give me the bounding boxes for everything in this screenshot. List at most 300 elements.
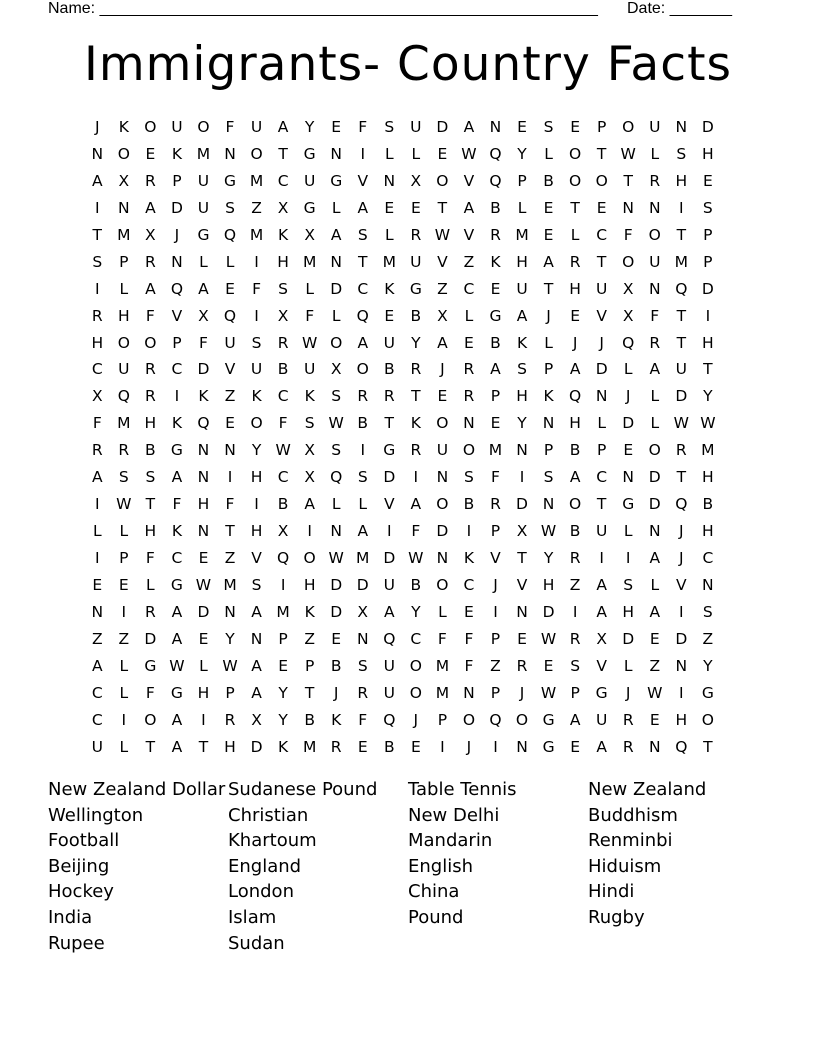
grid-letter: F xyxy=(145,683,155,702)
grid-letter: R xyxy=(224,710,236,729)
grid-letter: U xyxy=(436,441,449,460)
grid-letter: L xyxy=(650,575,660,594)
grid-letter: K xyxy=(304,387,315,406)
word-list-item: Rupee xyxy=(48,932,105,954)
grid-letter: L xyxy=(199,252,208,271)
grid-letter: B xyxy=(145,441,156,460)
grid-letter: H xyxy=(250,522,263,541)
grid-letter: R xyxy=(569,549,581,567)
grid-letter: A xyxy=(251,656,262,675)
grid-letter: A xyxy=(649,602,661,621)
grid-letter: Q xyxy=(223,306,237,325)
grid-letter: N xyxy=(622,198,635,217)
grid-letter: S xyxy=(702,198,713,217)
grid-letter: H xyxy=(91,333,104,352)
grid-letter: U xyxy=(516,279,528,298)
grid-letter: C xyxy=(596,225,608,244)
grid-letter: N xyxy=(648,522,661,541)
grid-letter: Q xyxy=(569,387,582,406)
grid-letter: E xyxy=(198,629,209,648)
grid-letter: S xyxy=(145,468,156,487)
grid-letter: R xyxy=(91,441,103,460)
grid-letter: I xyxy=(493,602,498,621)
grid-letter: N xyxy=(250,629,263,648)
grid-letter: Y xyxy=(517,144,527,163)
grid-letter: A xyxy=(171,710,183,729)
grid-letter: O xyxy=(462,441,476,460)
grid-letter: G xyxy=(197,225,210,244)
grid-letter: H xyxy=(622,602,635,621)
grid-letter: I xyxy=(280,575,286,594)
grid-letter: W xyxy=(195,575,212,594)
grid-letter: H xyxy=(675,710,688,729)
grid-letter: W xyxy=(169,656,185,675)
grid-letter: E xyxy=(543,225,554,244)
grid-letter: E xyxy=(384,198,395,217)
grid-letter: R xyxy=(490,225,501,244)
grid-letter: E xyxy=(517,118,527,136)
grid-letter: S xyxy=(357,656,368,675)
grid-letter: K xyxy=(516,333,528,352)
grid-letter: G xyxy=(409,279,422,298)
grid-letter: N xyxy=(542,495,555,514)
grid-letter: A xyxy=(463,118,475,136)
grid-letter: H xyxy=(277,252,289,271)
grid-letter: W xyxy=(540,683,557,702)
grid-letter: T xyxy=(596,252,607,271)
grid-letter: T xyxy=(676,333,687,352)
grid-letter: B xyxy=(277,360,289,379)
grid-letter: U xyxy=(595,279,608,298)
grid-letter: W xyxy=(540,522,557,541)
grid-letter: A xyxy=(91,468,103,487)
grid-letter: S xyxy=(464,468,474,487)
grid-letter: C xyxy=(463,575,475,594)
grid-letter: U xyxy=(91,737,103,756)
grid-letter: S xyxy=(331,387,342,406)
grid-letter: A xyxy=(596,737,607,756)
grid-letter: J xyxy=(679,549,684,567)
grid-letter: A xyxy=(569,468,581,487)
grid-letter: S xyxy=(92,252,103,271)
grid-letter: S xyxy=(251,575,262,594)
grid-letter: G xyxy=(303,144,316,163)
grid-letter: D xyxy=(144,629,157,648)
grid-letter: A xyxy=(516,306,528,325)
grid-letter: L xyxy=(119,737,129,756)
grid-letter: X xyxy=(410,171,422,190)
grid-letter: N xyxy=(463,683,475,702)
grid-letter: L xyxy=(384,144,394,163)
word-list-item: Rugby xyxy=(588,906,645,928)
grid-letter: K xyxy=(278,737,289,756)
grid-letter: J xyxy=(94,118,100,136)
grid-letter: R xyxy=(569,252,581,271)
grid-letter: T xyxy=(384,414,395,433)
grid-letter: Z xyxy=(304,629,315,648)
grid-letter: R xyxy=(675,441,687,460)
grid-letter: P xyxy=(543,441,554,460)
word-list-item: Mandarin xyxy=(408,830,493,852)
grid-letter: T xyxy=(703,737,713,756)
grid-letter: P xyxy=(490,683,501,702)
grid-letter: Z xyxy=(91,629,103,648)
grid-letter: M xyxy=(515,225,529,244)
grid-row xyxy=(84,599,721,626)
grid-letter: N xyxy=(648,198,661,217)
grid-letter: N xyxy=(622,468,635,487)
grid-letter: K xyxy=(490,252,501,271)
grid-letter: H xyxy=(516,387,528,406)
grid-letter: I xyxy=(387,522,392,541)
grid-letter: T xyxy=(304,683,315,702)
grid-letter: B xyxy=(383,737,395,756)
grid-letter: L xyxy=(623,522,633,541)
grid-letter: T xyxy=(145,737,156,756)
grid-letter: O xyxy=(144,118,157,136)
grid-letter: X xyxy=(251,710,262,729)
grid-letter: V xyxy=(676,575,687,594)
grid-letter: C xyxy=(91,710,103,729)
grid-letter: E xyxy=(543,656,554,675)
grid-letter: L xyxy=(331,198,341,217)
grid-letter: V xyxy=(463,171,475,190)
grid-letter: H xyxy=(197,495,210,514)
grid-letter: W xyxy=(275,441,291,460)
grid-letter: V xyxy=(490,549,501,567)
grid-letter: X xyxy=(277,198,289,217)
grid-letter: V xyxy=(516,575,528,594)
grid-letter: N xyxy=(542,414,555,433)
grid-letter: Y xyxy=(411,333,421,352)
grid-letter: L xyxy=(199,656,208,675)
grid-letter: I xyxy=(679,602,684,621)
grid-letter: M xyxy=(382,252,396,271)
grid-letter: J xyxy=(493,575,498,594)
grid-letter: Q xyxy=(489,144,502,163)
grid-letter: N xyxy=(330,522,342,541)
grid-letter: L xyxy=(92,522,102,541)
grid-letter: D xyxy=(330,279,343,298)
grid-letter: K xyxy=(543,387,554,406)
grid-letter: S xyxy=(357,225,368,244)
grid-letter: N xyxy=(648,279,661,298)
grid-letter: E xyxy=(437,144,448,163)
grid-letter: A xyxy=(171,602,183,621)
grid-letter: A xyxy=(357,522,369,541)
grid-letter: E xyxy=(331,118,342,136)
grid-letter: H xyxy=(702,468,714,487)
grid-row xyxy=(84,168,721,195)
grid-letter: E xyxy=(384,306,395,325)
grid-letter: L xyxy=(597,414,606,433)
grid-letter: Y xyxy=(517,414,527,433)
grid-letter: O xyxy=(117,144,130,163)
grid-letter: C xyxy=(277,171,289,190)
grid-letter: D xyxy=(383,549,396,567)
grid-letter: H xyxy=(702,144,714,163)
grid-letter: W xyxy=(222,656,238,675)
grid-letter: I xyxy=(440,737,445,756)
grid-letter: E xyxy=(410,198,421,217)
word-list-item: Hindi xyxy=(588,881,635,903)
word-list-item: English xyxy=(408,855,473,877)
grid-letter: D xyxy=(516,495,528,514)
grid-row xyxy=(84,195,721,222)
grid-letter: W xyxy=(700,414,716,433)
grid-letter: N xyxy=(463,414,475,433)
grid-letter: I xyxy=(360,144,366,163)
grid-letter: R xyxy=(277,333,289,352)
grid-letter: W xyxy=(408,549,424,567)
grid-letter: K xyxy=(171,414,182,433)
grid-letter: U xyxy=(383,575,395,594)
grid-letter: L xyxy=(146,575,155,594)
grid-letter: U xyxy=(383,333,395,352)
grid-letter: M xyxy=(302,737,317,756)
grid-letter: I xyxy=(94,495,100,514)
grid-letter: E xyxy=(464,602,474,621)
grid-letter: G xyxy=(303,198,316,217)
grid-letter: K xyxy=(198,387,209,406)
grid-letter: P xyxy=(172,333,182,352)
grid-letter: Z xyxy=(224,387,236,406)
grid-letter: N xyxy=(224,602,236,621)
grid-letter: D xyxy=(330,575,343,594)
word-list-item: Hockey xyxy=(48,881,114,903)
grid-letter: Y xyxy=(251,441,262,460)
grid-letter: Y xyxy=(304,118,315,136)
word-search-grid xyxy=(84,114,721,761)
grid-letter: Q xyxy=(356,306,369,325)
grid-letter: T xyxy=(358,252,368,271)
grid-letter: D xyxy=(542,602,555,621)
grid-letter: F xyxy=(464,656,474,675)
grid-letter: E xyxy=(198,549,209,567)
grid-letter: U xyxy=(649,252,661,271)
grid-letter: D xyxy=(250,737,263,756)
grid-letter: D xyxy=(622,629,635,648)
grid-letter: N xyxy=(436,468,449,487)
grid-letter: F xyxy=(252,279,262,298)
grid-letter: Z xyxy=(437,279,448,298)
grid-letter: F xyxy=(199,333,208,352)
grid-letter: S xyxy=(623,575,634,594)
grid-letter: N xyxy=(383,171,396,190)
grid-letter: Z xyxy=(251,198,262,217)
grid-letter: R xyxy=(649,171,661,190)
grid-letter: E xyxy=(596,198,607,217)
grid-letter: V xyxy=(171,306,183,325)
grid-letter: Z xyxy=(463,252,475,271)
grid-letter: N xyxy=(330,144,342,163)
grid-letter: R xyxy=(357,387,369,406)
word-list-item: Sudan xyxy=(228,932,285,954)
grid-letter: U xyxy=(595,522,608,541)
word-list-item: New Delhi xyxy=(408,804,500,826)
grid-letter: R xyxy=(490,495,501,514)
grid-letter: K xyxy=(171,144,182,163)
grid-letter: G xyxy=(489,306,502,325)
grid-letter: M xyxy=(117,225,131,244)
grid-letter: O xyxy=(144,333,157,352)
grid-letter: A xyxy=(145,279,156,298)
grid-letter: E xyxy=(517,629,527,648)
grid-letter: T xyxy=(570,198,580,217)
word-list-item: Renminbi xyxy=(588,830,673,852)
grid-letter: D xyxy=(330,602,343,621)
grid-letter: O xyxy=(648,441,661,460)
grid-letter: D xyxy=(436,118,449,136)
grid-letter: H xyxy=(516,252,528,271)
grid-letter: D xyxy=(648,468,661,487)
grid-letter: X xyxy=(330,360,342,379)
grid-row xyxy=(84,356,721,383)
grid-letter: P xyxy=(703,252,713,271)
grid-letter: H xyxy=(542,575,555,594)
grid-letter: T xyxy=(145,495,156,514)
grid-letter: H xyxy=(117,306,130,325)
grid-letter: H xyxy=(702,522,714,541)
grid-letter: G xyxy=(622,495,635,514)
grid-letter: J xyxy=(174,225,180,244)
grid-row xyxy=(84,383,721,410)
grid-letter: A xyxy=(91,171,103,190)
grid-letter: Y xyxy=(703,387,713,406)
grid-letter: Q xyxy=(383,710,396,729)
grid-letter: A xyxy=(171,737,183,756)
grid-letter: Q xyxy=(330,468,343,487)
grid-letter: L xyxy=(331,495,341,514)
grid-letter: A xyxy=(91,656,103,675)
grid-letter: A xyxy=(649,360,661,379)
grid-letter: O xyxy=(436,575,449,594)
grid-letter: X xyxy=(198,306,209,325)
grid-letter: T xyxy=(623,171,633,190)
grid-letter: N xyxy=(118,198,130,217)
grid-letter: A xyxy=(463,198,475,217)
grid-row xyxy=(84,734,721,761)
grid-letter: K xyxy=(278,225,289,244)
grid-letter: U xyxy=(595,710,608,729)
word-list-item: Beijing xyxy=(48,855,110,877)
grid-letter: B xyxy=(490,198,501,217)
grid-letter: S xyxy=(702,602,713,621)
grid-letter: A xyxy=(251,602,262,621)
grid-row xyxy=(84,707,721,734)
grid-letter: L xyxy=(544,333,553,352)
grid-letter: V xyxy=(357,171,369,190)
grid-letter: P xyxy=(570,683,580,702)
grid-letter: D xyxy=(595,360,608,379)
grid-letter: O xyxy=(462,710,476,729)
grid-letter: D xyxy=(675,387,688,406)
grid-letter: E xyxy=(410,737,421,756)
grid-letter: R xyxy=(410,360,422,379)
grid-letter: T xyxy=(225,522,235,541)
grid-letter: G xyxy=(542,737,555,756)
grid-letter: X xyxy=(304,441,315,460)
grid-letter: P xyxy=(437,710,448,729)
grid-letter: W xyxy=(647,683,663,702)
grid-letter: P xyxy=(490,629,501,648)
grid-letter: J xyxy=(599,333,604,352)
word-list-item: Khartoum xyxy=(228,830,317,852)
grid-letter: V xyxy=(383,495,395,514)
grid-letter: E xyxy=(490,279,501,298)
grid-letter: L xyxy=(411,144,421,163)
grid-letter: E xyxy=(570,306,581,325)
word-list-item: Football xyxy=(48,830,120,852)
grid-letter: I xyxy=(227,468,233,487)
grid-letter: M xyxy=(276,602,290,621)
grid-letter: X xyxy=(622,306,634,325)
grid-letter: P xyxy=(304,656,315,675)
grid-letter: S xyxy=(304,414,315,433)
grid-letter: A xyxy=(277,118,289,136)
grid-letter: C xyxy=(596,468,608,487)
grid-letter: T xyxy=(411,387,421,406)
grid-letter: X xyxy=(145,225,156,244)
grid-letter: H xyxy=(303,575,316,594)
grid-letter: I xyxy=(121,602,127,621)
word-list-column xyxy=(408,777,593,931)
grid-letter: I xyxy=(625,549,631,567)
grid-letter: G xyxy=(701,683,714,702)
grid-letter: U xyxy=(383,656,395,675)
grid-row xyxy=(84,626,721,653)
grid-letter: K xyxy=(384,279,395,298)
grid-letter: Q xyxy=(383,629,396,648)
grid-letter: T xyxy=(596,144,607,163)
word-list-item: New Zealand xyxy=(588,779,707,800)
grid-letter: D xyxy=(701,279,714,298)
grid-letter: L xyxy=(570,225,580,244)
grid-letter: A xyxy=(251,683,262,702)
grid-letter: I xyxy=(254,306,259,325)
grid-letter: E xyxy=(437,387,448,406)
grid-row xyxy=(84,114,721,141)
grid-letter: O xyxy=(595,171,608,190)
grid-letter: K xyxy=(118,118,129,136)
grid-letter: J xyxy=(413,710,419,729)
grid-letter: T xyxy=(278,144,288,163)
grid-letter: U xyxy=(171,118,183,136)
grid-letter: X xyxy=(622,279,634,298)
grid-letter: D xyxy=(701,118,714,136)
grid-letter: M xyxy=(117,414,131,433)
grid-letter: R xyxy=(383,387,395,406)
grid-letter: F xyxy=(650,306,660,325)
grid-letter: U xyxy=(383,683,395,702)
grid-letter: S xyxy=(517,360,527,379)
grid-letter: S xyxy=(331,441,342,460)
grid-letter: D xyxy=(356,575,369,594)
grid-row xyxy=(84,222,721,249)
word-list-column xyxy=(228,777,413,956)
word-list-item: China xyxy=(408,881,460,903)
grid-letter: L xyxy=(464,306,474,325)
word-list-item: London xyxy=(228,881,294,903)
grid-letter: D xyxy=(648,495,661,514)
grid-letter: S xyxy=(357,468,368,487)
grid-letter: X xyxy=(304,225,315,244)
grid-letter: N xyxy=(330,252,342,271)
grid-letter: A xyxy=(649,549,661,567)
grid-letter: K xyxy=(251,387,262,406)
grid-letter: D xyxy=(197,360,210,379)
grid-letter: U xyxy=(410,118,422,136)
